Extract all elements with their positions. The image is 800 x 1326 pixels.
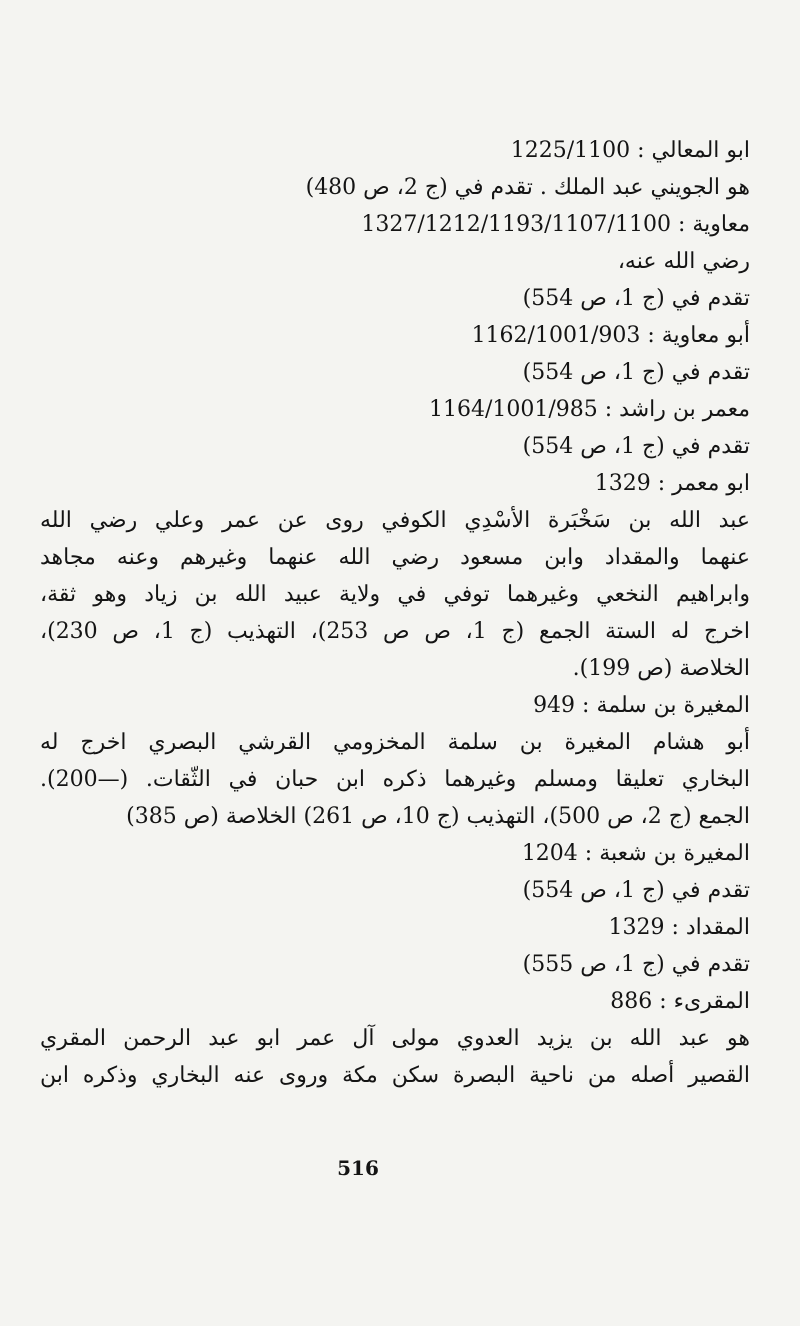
- entry-line: تقدم في (ج 1، ص 554): [522, 360, 750, 385]
- body-line: الجمع (ج 2، ص 500)، التهذيب (ج 10، ص 261) الخلاصة (ص 385): [126, 804, 750, 829]
- entry-line: أبو معاوية : 1162/1001/903: [471, 323, 750, 348]
- entry-line: المغيرة بن سلمة : 949: [533, 693, 750, 718]
- body-line: القصير أصله من ناحية البصرة سكن مكة وروى عنه البخاري وذكره ابن: [40, 1063, 750, 1088]
- entry-line: رضي الله عنه،: [617, 249, 750, 274]
- body-line: أبو هشام المغيرة بن سلمة المخزومي القرشي البصري اخرج له: [40, 730, 750, 755]
- entry-line: المقرىء : 886: [610, 989, 750, 1014]
- entry-line: المقداد : 1329: [608, 915, 750, 940]
- page-number: 516: [337, 1156, 379, 1180]
- entry-line: تقدم في (ج 1، ص 555): [522, 952, 750, 977]
- entry-line: تقدم في (ج 1، ص 554): [522, 434, 750, 459]
- entry-line: تقدم في (ج 1، ص 554): [522, 286, 750, 311]
- body-line: عنهما والمقداد وابن مسعود رضي الله عنهما وغيرهم وعنه مجاهد: [40, 545, 750, 570]
- body-line: عبد الله بن سَخْبَرة الأسْدِي الكوفي روى عن عمر وعلي رضي الله: [40, 508, 750, 533]
- entry-line: تقدم في (ج 1، ص 554): [522, 878, 750, 903]
- entry-line: معاوية : 1327/1212/1193/1107/1100: [361, 212, 750, 237]
- entry-line: المغيرة بن شعبة : 1204: [521, 841, 750, 866]
- page-text: [40, 132, 750, 1094]
- body-line: وابراهيم النخعي وغيرهما توفي في ولاية عبيد الله بن زياد وهو ثقة،: [40, 582, 750, 607]
- entry-line: ابو المعالي : 1225/1100: [510, 138, 750, 163]
- body-line: البخاري تعليقا ومسلم وغيرهما ذكره ابن حبان في الثّقات. (—200).: [40, 767, 750, 792]
- entry-line: معمر بن راشد : 1164/1001/985: [428, 397, 750, 422]
- entry-line: هو الجويني عبد الملك . تقدم في (ج 2، ص 480): [305, 175, 750, 200]
- body-line: الخلاصة (ص 199).: [572, 656, 750, 681]
- body-line: هو عبد الله بن يزيد العدوي مولى آل عمر ابو عبد الرحمن المقري: [40, 1026, 750, 1051]
- body-line: اخرج له الستة الجمع (ج 1، ص ص 253)، التهذيب (ج 1، ص 230)،: [40, 619, 750, 644]
- entry-line: ابو معمر : 1329: [594, 471, 750, 496]
